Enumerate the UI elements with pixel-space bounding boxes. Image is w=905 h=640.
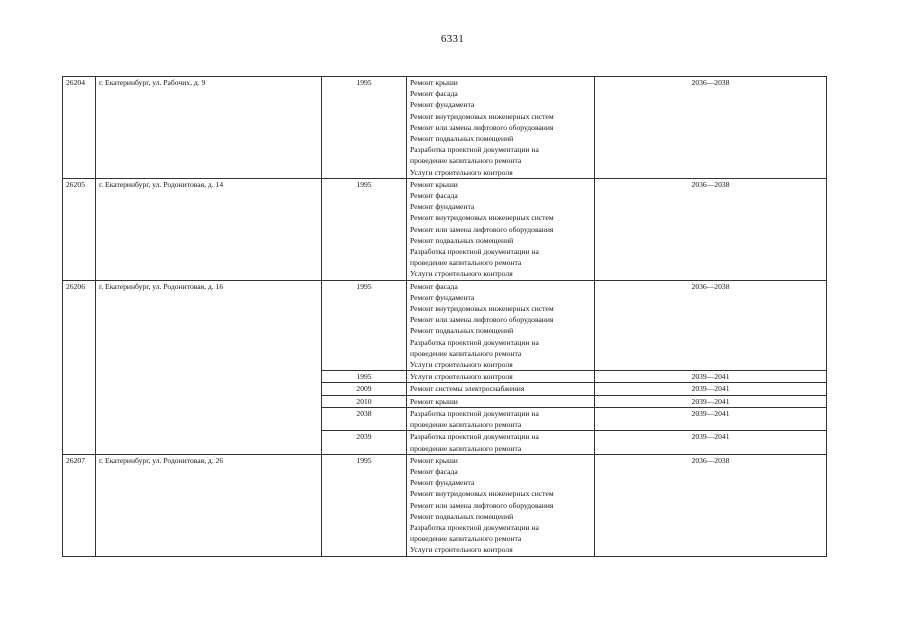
work-item: Ремонт крыши xyxy=(410,78,458,87)
work-item: Ремонт крыши xyxy=(410,179,458,189)
work-item: Услуги строительного контроля xyxy=(410,269,513,279)
table-row xyxy=(63,178,827,280)
table-row xyxy=(63,280,827,371)
work-item: проведение капитального ремонта xyxy=(410,258,522,268)
entry-period: 2039—2041 xyxy=(595,395,827,407)
entry-works xyxy=(407,454,595,556)
entry-period: 2036—2038 xyxy=(595,454,827,556)
work-item: Ремонт подвальных помещений xyxy=(410,235,514,245)
work-item: Разработка проектной документации на xyxy=(410,432,539,442)
entry-works xyxy=(407,178,595,280)
table-row xyxy=(63,77,827,179)
work-item: Ремонт подвальных помещений xyxy=(410,326,514,336)
entry-period: 2039—2041 xyxy=(595,371,827,383)
work-item: проведение капитального ремонта xyxy=(410,348,522,358)
record-id: 26207 xyxy=(63,454,96,556)
entry-year: 1995 xyxy=(322,454,407,556)
work-item: Разработка проектной документации на xyxy=(410,522,539,532)
work-item: проведение капитального ремонта xyxy=(410,156,522,166)
work-item: Услуги строительного контроля xyxy=(410,545,513,555)
work-item: Разработка проектной документации на xyxy=(410,408,539,418)
record-id: 26205 xyxy=(63,178,96,280)
work-item: Ремонт крыши xyxy=(410,455,458,465)
entry-year: 2038 xyxy=(322,407,407,430)
entry-year: 2010 xyxy=(322,395,407,407)
work-item: проведение капитального ремонта xyxy=(410,443,522,453)
entry-year: 1995 xyxy=(322,371,407,383)
work-item: Ремонт фасада xyxy=(410,281,458,291)
entry-works xyxy=(407,371,595,383)
work-item: проведение капитального ремонта xyxy=(410,534,522,544)
record-address: г. Екатеринбург, ул. Рабочих, д. 9 xyxy=(96,77,322,179)
repair-schedule-table xyxy=(62,76,827,557)
work-item: Ремонт или замена лифтового оборудования xyxy=(410,315,554,325)
entry-works xyxy=(407,280,595,371)
work-item: Ремонт фундамента xyxy=(410,100,475,110)
work-item: проведение капитального ремонта xyxy=(410,420,522,430)
record-id: 26204 xyxy=(63,77,96,179)
work-item: Ремонт фундамента xyxy=(410,478,475,488)
entry-period: 2039—2041 xyxy=(595,407,827,430)
entry-period: 2036—2038 xyxy=(595,178,827,280)
entry-year: 1995 xyxy=(322,178,407,280)
work-item: Ремонт крыши xyxy=(410,396,458,406)
entry-works xyxy=(407,431,595,454)
table-row xyxy=(63,454,827,556)
work-item: Услуги строительного контроля xyxy=(410,360,513,370)
work-item: Ремонт внутридомовых инженерных систем xyxy=(410,304,554,314)
work-item: Ремонт или замена лифтового оборудования xyxy=(410,500,554,510)
entry-year: 2009 xyxy=(322,383,407,395)
record-address: г. Екатеринбург, ул. Родонитовая, д. 26 xyxy=(96,454,322,556)
entry-works xyxy=(407,77,595,179)
work-item: Услуги строительного контроля xyxy=(410,167,513,177)
table-body xyxy=(63,77,827,557)
work-item: Разработка проектной документации на xyxy=(410,247,539,257)
work-item: Ремонт или замена лифтового оборудования xyxy=(410,224,554,234)
work-item: Ремонт фундамента xyxy=(410,202,475,212)
record-address: г. Екатеринбург, ул. Родонитовая, д. 16 xyxy=(96,280,322,454)
work-item: Ремонт внутридомовых инженерных систем xyxy=(410,489,554,499)
work-item: Ремонт фундамента xyxy=(410,292,475,302)
work-item: Ремонт системы электроснабжения xyxy=(410,384,525,394)
work-item: Услуги строительного контроля xyxy=(410,372,513,382)
work-item: Ремонт внутридомовых инженерных систем xyxy=(410,213,554,223)
entry-works xyxy=(407,383,595,395)
work-item: Ремонт подвальных помещений xyxy=(410,511,514,521)
entry-works xyxy=(407,407,595,430)
work-item: Ремонт подвальных помещений xyxy=(410,134,514,144)
work-item: Ремонт фасада xyxy=(410,89,458,99)
work-item: Ремонт или замена лифтового оборудования xyxy=(410,122,554,132)
entry-works xyxy=(407,395,595,407)
page-number: 6331 xyxy=(440,33,465,45)
work-item: Ремонт внутридомовых инженерных систем xyxy=(410,111,554,121)
entry-period: 2039—2041 xyxy=(595,383,827,395)
work-item: Ремонт фасада xyxy=(410,191,458,201)
record-id: 26206 xyxy=(63,280,96,454)
work-item: Ремонт фасада xyxy=(410,466,458,476)
entry-year: 2039 xyxy=(322,431,407,454)
entry-period: 2036—2038 xyxy=(595,77,827,179)
entry-year: 1995 xyxy=(322,280,407,371)
entry-period: 2039—2041 xyxy=(595,431,827,454)
work-item: Разработка проектной документации на xyxy=(410,337,539,347)
record-address: г. Екатеринбург, ул. Родонитовая, д. 14 xyxy=(96,178,322,280)
entry-period: 2036—2038 xyxy=(595,280,827,371)
entry-year: 1995 xyxy=(322,77,407,179)
work-item: Разработка проектной документации на xyxy=(410,145,539,155)
